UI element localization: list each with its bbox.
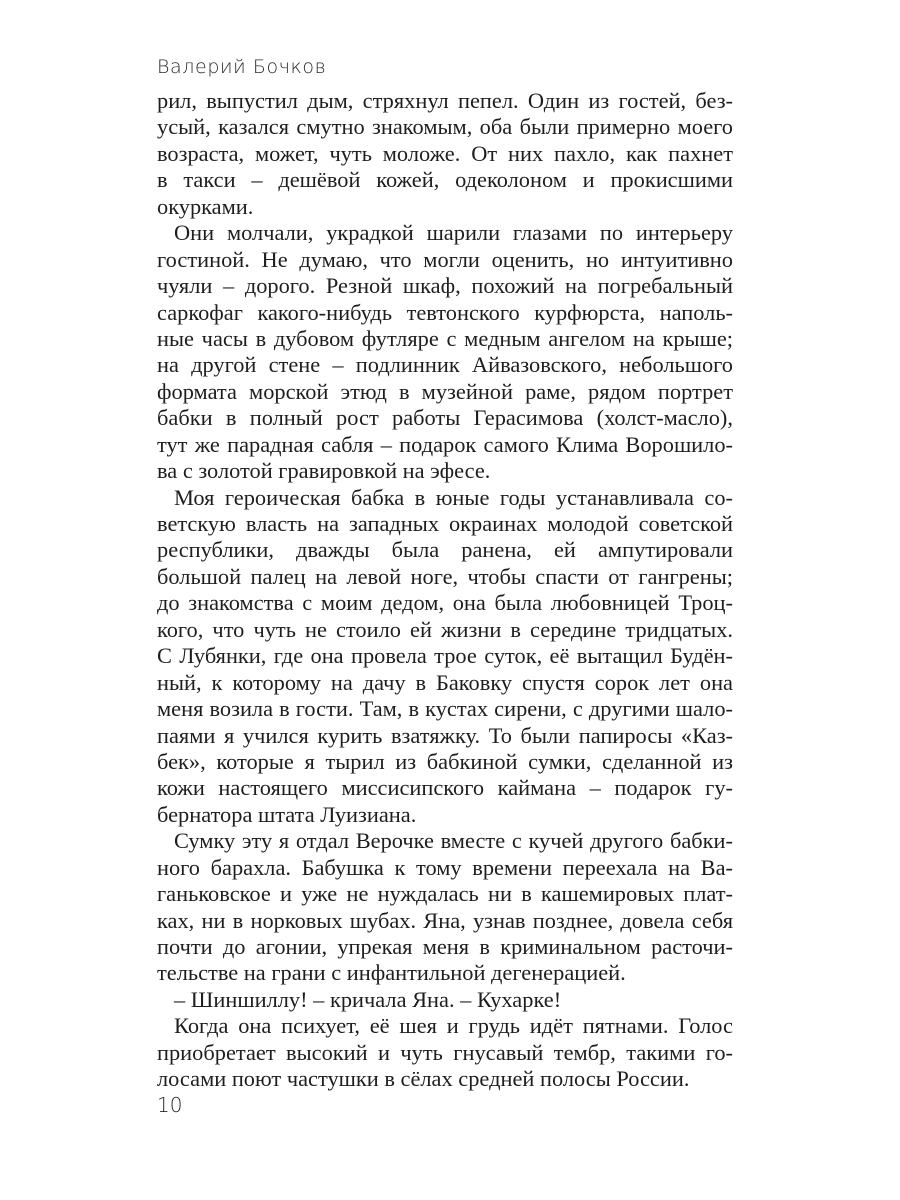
text-line: до знакомства с моим дедом, она была любовницей Троц- [157, 590, 733, 616]
text-line: тут же парадная сабля – подарок самого Клима Ворошило- [157, 431, 733, 457]
paragraph [157, 828, 733, 987]
page-number: 10 [157, 1093, 183, 1117]
text-line: меня возила в гости. Там, в кустах сирени, с другими шало- [157, 696, 733, 722]
text-line: рил, выпустил дым, стряхнул пепел. Один из гостей, без- [157, 88, 733, 113]
text-line: формата морской этюд в музейной раме, рядом портрет [157, 378, 733, 404]
running-head: Валерий Бочков [157, 56, 327, 78]
text-line: возраста, может, чуть моложе. От них пахло, как пахнет [157, 140, 733, 166]
text-line: гостиной. Не думаю, что могли оценить, но интуитивно [157, 246, 733, 272]
text-line: ках, ни в норковых шубах. Яна, узнав позднее, довела себя [157, 907, 733, 933]
paragraph [157, 88, 733, 220]
text-line: приобретает высокий и чуть гнусавый тембр, такими го- [157, 1039, 733, 1065]
text-line: ветскую власть на западных окраинах молодой советской [157, 511, 733, 536]
text-line: лосами поют частушки в сёлах средней полосы России. [157, 1066, 690, 1092]
text-line: ганьковское и уже не нуждалась ни в кашемировых плат- [157, 881, 733, 907]
text-line: бабки в полный рост работы Герасимова (холст-масло), [157, 405, 733, 431]
text-line: окурками. [157, 193, 254, 219]
text-line: – Шиншиллу! – кричала Яна. – Кухарке! [174, 986, 562, 1012]
paragraph [157, 485, 733, 829]
text-line: республики, дважды была ранена, ей ампутировали [157, 537, 733, 563]
text-line: ные часы в дубовом футляре с медным ангелом на крыше; [157, 325, 733, 351]
text-line: бек», которые я тырил из бабкиной сумки, сделанной из [157, 748, 733, 774]
text-line: ного барахла. Бабушка к тому времени переехала на Ва- [157, 854, 733, 880]
text-line: усый, казался смутно знакомым, оба были примерно моего [157, 114, 733, 140]
text-line: ный, к которому на дачу в Баковку спустя сорок лет она [157, 669, 733, 695]
text-line: саркофаг какого-нибудь тевтонского курфюрста, наполь- [157, 299, 733, 325]
text-line: чуяли – дорого. Резной шкаф, похожий на погребальный [157, 273, 733, 299]
text-line: почти до агонии, упрекая меня в криминальном расточи- [157, 934, 733, 959]
text-line: на другой стене – подлинник Айвазовского, небольшого [157, 352, 733, 378]
paragraph [157, 1013, 733, 1092]
text-line: тельстве на грани с инфантильной дегенерацией. [157, 960, 626, 986]
text-line: кого, что чуть не стоило ей жизни в середине тридцатых. [157, 616, 733, 642]
paragraph [157, 987, 733, 1013]
paragraph [157, 220, 733, 484]
text-line: Когда она психует, её шея и грудь идёт пятнами. Голос [174, 1013, 733, 1039]
text-line: большой палец на левой ноге, чтобы спасти от гангрены; [157, 563, 733, 589]
text-line: Моя героическая бабка в юные годы устанавливала со- [174, 484, 733, 510]
text-line: в такси – дешёвой кожей, одеколоном и прокисшими [157, 167, 733, 193]
text-line: С Лубянки, где она провела трое суток, её вытащил Будён- [157, 643, 733, 669]
text-line: Сумку эту я отдал Верочке вместе с кучей другого бабки- [174, 828, 733, 854]
text-line: ва с золотой гравировкой на эфесе. [157, 458, 491, 484]
text-line: кожи настоящего миссисипского каймана – подарок гу- [157, 775, 733, 801]
body-text [157, 88, 733, 1093]
text-line: паями я учился курить взатяжку. То были папиросы «Каз- [157, 722, 733, 748]
text-line: Они молчали, украдкой шарили глазами по интерьеру [174, 220, 733, 246]
text-line: бернатора штата Луизиана. [157, 801, 417, 827]
